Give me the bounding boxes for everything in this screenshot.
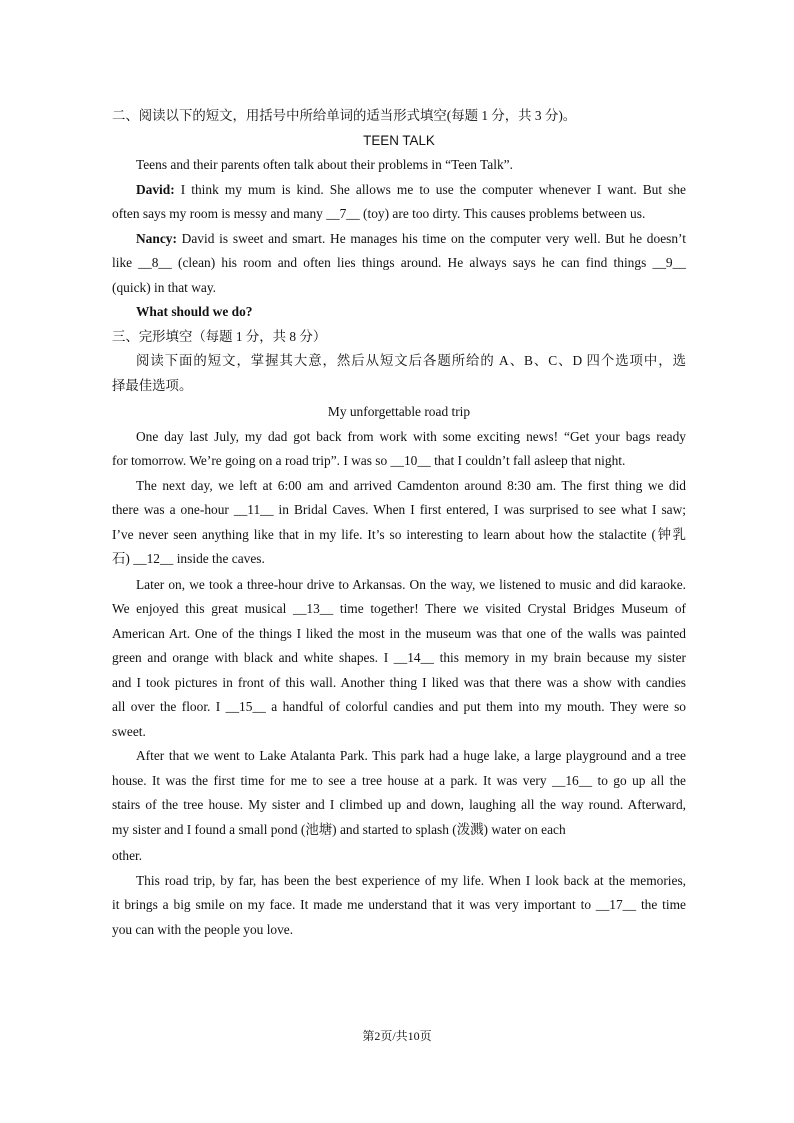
p1-line-1: One day last July, my dad got back from work with some exciting news! “Get your bags ready	[136, 428, 686, 444]
p3-line-3: American Art. One of the things I liked the most in the museum was that one of the walls was painted	[112, 625, 686, 641]
p4-line-3: stairs of the tree house. My sister and I climbed up and down, laughing all the way round. Afterward,	[112, 797, 686, 812]
speaker-nancy: Nancy:	[136, 230, 177, 246]
p2-line-2: there was a one-hour __11__ in Bridal Caves. When I first entered, I was surprised to see what I saw;	[112, 502, 686, 517]
question-line	[112, 300, 686, 325]
road-trip-title: My unforgettable road trip	[327, 404, 471, 419]
p4-line-5: other.	[112, 848, 143, 863]
p1-line-2: for tomorrow. We’re going on a road trip”. I was so __10__ that I couldn’t fall asleep that night.	[112, 453, 626, 468]
nancy-line-1	[112, 227, 686, 252]
p3-line-5: and I took pictures in front of this wall. Another thing I liked was that there was a show with candies	[112, 674, 686, 690]
david-line-1	[112, 178, 686, 203]
p3-line-6: all over the floor. I __15__ a handful of colorful candies and put them into my mouth. They were so	[112, 699, 686, 714]
section3-heading: 三、完形填空（每题 1 分，共 8 分）	[112, 328, 327, 344]
teen-talk-intro: Teens and their parents often talk about their problems in “Teen Talk”.	[136, 157, 513, 172]
p3-line-7: sweet.	[112, 723, 146, 739]
nancy-line-2: like __8__ (clean) his room and often lies things around. He always says he can find things __9__	[112, 255, 686, 270]
p2-line-1: The next day, we left at 6:00 am and arrived Camdenton around 8:30 am. The first thing we did	[136, 477, 686, 493]
p3-line-4: green and orange with black and white shapes. I __14__ this memory in my brain because my sister	[112, 650, 686, 665]
section2-heading: 二、阅读以下的短文，用括号中所给单词的适当形式填空(每题 1 分，共 3 分)。	[112, 108, 577, 123]
p3-line-1: Later on, we took a three-hour drive to Arkansas. On the way, we listened to music and did karaoke.	[136, 576, 686, 592]
instruction-line-2: 择最佳选项。	[112, 377, 193, 393]
p5-line-3: you can with the people you love.	[112, 921, 294, 937]
p2-line-3: I’ve never seen anything like that in my life. It’s so interesting to learn about how the stalactite (钟乳	[112, 526, 686, 542]
nancy-text-1: David is sweet and smart. He manages his time on the computer very well. But he doesn’t	[176, 230, 686, 246]
page-number-footer: 第2页/共10页	[362, 1029, 432, 1043]
nancy-line-3: (quick) in that way.	[112, 279, 216, 295]
teen-talk-title: TEEN TALK	[363, 132, 435, 148]
question-text: What should we do?	[136, 304, 253, 319]
david-line-2: often says my room is messy and many __7__ (toy) are too dirty. This causes problems between us.	[112, 206, 646, 221]
p2-line-4: 石) __12__ inside the caves.	[112, 551, 265, 566]
p3-line-2: We enjoyed this great musical __13__ time together! There we visited Crystal Bridges Museum of	[112, 601, 686, 616]
p4-line-2: house. It was the first time for me to see a tree house at a park. It was very __16__ to go up all the	[112, 772, 686, 788]
document-page	[112, 104, 686, 942]
instruction-line-1: 阅读下面的短文，掌握其大意，然后从短文后各题所给的 A、B、C、D 四个选项中，选	[136, 353, 686, 368]
p4-line-1: After that we went to Lake Atalanta Park. This park had a huge lake, a large playground and a tree	[136, 748, 686, 763]
p5-line-2: it brings a big smile on my face. It made me understand that it was very important to __17__ the time	[112, 897, 686, 912]
speaker-david: David:	[136, 181, 175, 197]
david-text-1: I think my mum is kind. She allows me to use the computer whenever I want. But she	[174, 181, 686, 197]
p5-line-1: This road trip, by far, has been the best experience of my life. When I look back at the memories,	[136, 872, 686, 888]
p4-line-4: my sister and I found a small pond (池塘) and started to splash (泼溅) water on each	[112, 821, 566, 837]
